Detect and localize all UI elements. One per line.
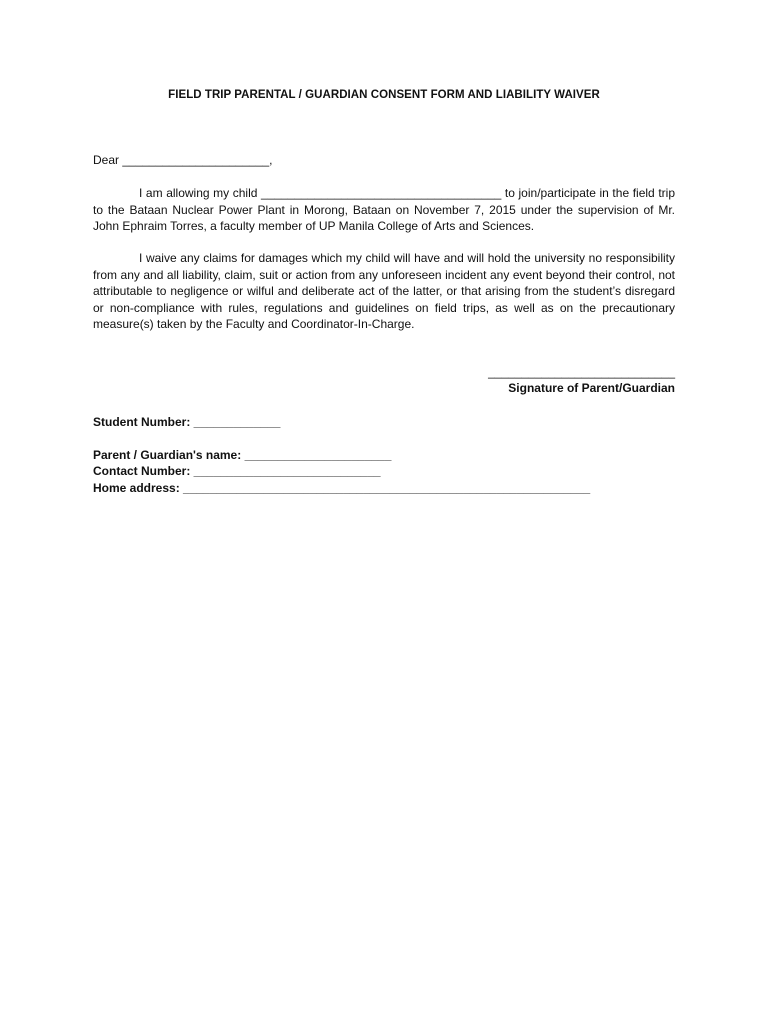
form-title: FIELD TRIP PARENTAL / GUARDIAN CONSENT FORM AND LIABILITY WAIVER [168, 89, 600, 101]
student-number-field: Student Number: _____________ [93, 415, 281, 429]
guardian-name-field: Parent / Guardian's name: ______________________ [93, 448, 392, 462]
signature-label: Signature of Parent/Guardian [508, 381, 675, 395]
contact-number-field: Contact Number: ____________________________ [93, 464, 381, 478]
waiver-paragraph: I waive any claims for damages which my child will have and will hold the university no responsibility from any and all liability, claim, suit or action from any unforeseen incident any event beyond their control, not attributable to negligence or wilful and deliberate act of the latter, or that arising from the student’s disregard or non-compliance with rules, regulations and guidelines on field trips, as well as on the precautionary measure(s) taken by the Faculty and Coordinator-In-Charge. [93, 251, 675, 331]
signature-line: ____________________________ [488, 365, 675, 379]
signature-block [488, 365, 675, 397]
salutation: Dear ______________________, [93, 153, 273, 167]
consent-paragraph: I am allowing my child ____________________________________ to join/participate in the field trip to the Bataan Nuclear Power Plant in Morong, Bataan on November 7, 2015 under the supervision of Mr. John Ephraim Torres, a faculty member of UP Manila College of Arts and Sciences. [93, 186, 675, 233]
home-address-field: Home address: _____________________________________________________________ [93, 481, 591, 495]
